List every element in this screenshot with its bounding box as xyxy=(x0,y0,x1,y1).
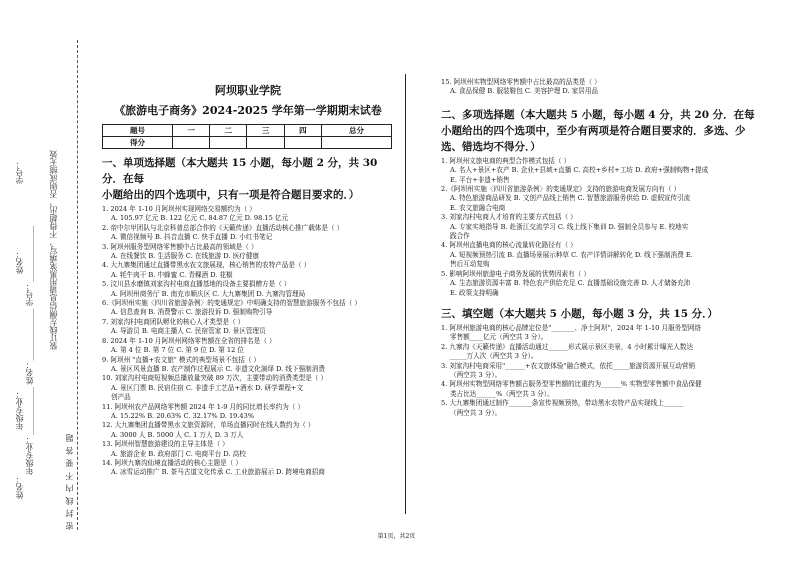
score-row-label: 得分 xyxy=(103,137,173,149)
question-options: A. 景区门票 B. 民宿住宿 C. 非遗手工艺品+酒水 D. 研学课程+文 xyxy=(111,383,304,392)
section2-questions xyxy=(441,157,767,298)
question-text: 11. 阿坝州农产品网络零售额 2024 年 1-9 月的同比增长率约为（ ） xyxy=(102,402,305,411)
fill-blank-line: 3. 刘家沟村电商采用"______+农文旅体验"融合模式，依托_____旅游资源开展互动营销 xyxy=(441,361,696,370)
question-text: 1. 阿坝州文旅电商的典型合作模式包括（ ） xyxy=(441,156,571,165)
question-text: 2. 帝中尔甲团队与北京科普总部合作的《天籁传递》直播活动核心推广载体是（ ） xyxy=(102,223,344,232)
score-header-cell: 题号 xyxy=(103,125,173,137)
question-15: 15. 阿坝州实物型网络零售额中占比最高的品类是（ ） xyxy=(441,78,601,86)
question-options: A. 信息查询 B. 消费警示 C. 旅游投诉 D. 强制购物引导 xyxy=(111,308,273,317)
exam-title: 《旅游电子商务》2024-2025 学年第一学期期末试卷 xyxy=(114,104,382,117)
right-column xyxy=(441,78,767,418)
score-header-cell: 四 xyxy=(284,125,321,137)
score-table-score-row xyxy=(103,137,392,149)
question-options: A. 短视频预热引流 B. 直播场景展示种草 C. 农产详情讲解转化 D. 线下强制消费 E. xyxy=(450,250,693,259)
question-text: 9. 阿坝州 "直播+农文旅" 模式的典型场景不包括（ ） xyxy=(102,355,261,364)
score-table-header-row xyxy=(103,125,392,137)
question-text: 10. 刘家沟村电商短视频总播放量突破 89 万次，主要带动的消费类型是（ ） xyxy=(102,374,328,383)
score-header-cell: 三 xyxy=(247,125,284,137)
score-cell[interactable] xyxy=(321,137,391,149)
binding-note: 装订线左侧信息请用黑笔填写，不得超出，否则成绩无效 xyxy=(49,150,58,350)
name-field-bottom[interactable]: 姓名： xyxy=(15,475,24,499)
question-options: A. 名人+景区+农产 B. 企业+县域+直播 C. 高校+乡村+工坊 D. 政府+强制购物+提成 xyxy=(450,166,709,175)
fill-blank-line: 2. 九寨沟《天籁传递》直播活动通过______形式展示景区美景，4 小时累计曝光人数达 xyxy=(441,342,694,351)
score-cell[interactable] xyxy=(247,137,284,149)
question-options: A. 牦牛肉干 B. 中蜂蜜 C. 青稞酒 D. 花椒 xyxy=(111,270,233,279)
question-options: A. 专家实地指导 B. 赴浙江交流学习 C. 线上线下集训 D. 强制全员参与 E. 校地实 xyxy=(450,222,689,231)
question-text: 3. 阿坝州服务型网络零售额中占比最高的领域是（ ） xyxy=(102,242,258,251)
question-options: E. 平台+非遗+销售 xyxy=(450,175,510,184)
question-options: A. 在线餐饮 B. 生活服务 C. 在线旅游 D. 医疗健康 xyxy=(111,252,260,261)
question-options: A. 微信视频号 B. 抖音直播 C. 快手直播 D. 小红书笔记 xyxy=(111,233,273,242)
question-text: 13. 阿坝州智慧旅游建设的主导主体是（ ） xyxy=(102,440,229,449)
section2-title-line: 选、错选均不得分．） xyxy=(441,140,541,153)
section3-questions xyxy=(441,324,767,418)
score-cell[interactable] xyxy=(284,137,321,149)
question-text: 5. 汶川县水磨镇刘家沟村电商直播基地的设备主要捐赠方是（ ） xyxy=(102,280,291,289)
section2-title xyxy=(441,107,767,155)
question-options: A. 特色旅游商品研发 B. 文创产品线上销售 C. 智慧旅游服务供给 D. 虚假宣传引流 xyxy=(450,194,691,203)
question-options: A. 导游员 B. 电商主播人 C. 民宿管家 D. 景区管理员 xyxy=(111,327,266,336)
section1-title-line: 小题给出的四个选项中，只有一项是符合题目要求的．） xyxy=(102,189,360,201)
fill-blank-line: （两空共 3 分）。 xyxy=(450,370,502,379)
score-table xyxy=(102,124,392,149)
question-text: 3. 刘家沟村电商人才培育的主要方式包括（ ） xyxy=(441,213,577,222)
school-name: 阿坝职业学院 xyxy=(215,84,281,97)
score-header-cell: 二 xyxy=(210,125,247,137)
question-options: A. 15.22% B. 20.63% C. 32.17% D. 19.43% xyxy=(111,411,255,420)
question-text: 1. 2024 年 1-10 月阿坝州实现网络交易额约为（ ） xyxy=(102,205,256,213)
question-options: A. 105.97 亿元 B. 122 亿元 C. 84.87 亿元 D. 98.15 亿元 xyxy=(111,214,289,223)
question-options: A. 第 4 位 B. 第 7 位 C. 第 9 位 D. 第 12 位 xyxy=(111,346,245,355)
question-options: A. 生态旅游资源丰富 B. 特色农产供给充足 C. 直播基础设施完善 D. 人才储备充沛 xyxy=(450,279,691,288)
question-text: 14. 阿坝九寨沟仙境直播活动的核心主题是（ ） xyxy=(102,458,242,467)
section3-title: 三、填空题（本大题共 5 小题，每小题 3 分，共 15 分．） xyxy=(441,307,718,320)
fill-blank-line: 零售额____亿元（两空共 3 分）。 xyxy=(450,333,548,342)
question-15-options: A. 食品保健 B. 服装鞋包 C. 美容护理 D. 家居用品 xyxy=(450,87,599,96)
question-text: 8. 2024 年 1-10 月阿坝州网络零售额在全省的排名是（ ） xyxy=(102,336,276,345)
question-options: A. 阿坝州商务厅 B. 南充市顺庆区 C. 大九寨集团 D. 九寨沟管理局 xyxy=(111,289,306,298)
fill-blank-line: 5. 大九寨集团通过制作_______条宣传视频预热，带动黑水农特产品实现线上______ xyxy=(441,399,684,408)
score-cell[interactable] xyxy=(210,137,247,149)
score-cell[interactable] xyxy=(173,137,210,149)
name-field[interactable]: 姓名： xyxy=(15,250,24,274)
fill-blank-line: 4. 阿坝州实物型网络零售额占服务型零售额的比重约为______% 实物型零售额中食品保健 xyxy=(441,380,702,389)
fill-blank-line: 1. 阿坝州旅游电商的核心品牌定位是"_______、净土阿坝"，2024 年 1-10 月服务型网络 xyxy=(441,323,702,332)
section1-title-line: 一、单项选择题（本大题共 15 小题，每小题 2 分，共 30 分．在每 xyxy=(102,157,378,185)
question-options: E. 政策支持明确 xyxy=(450,288,499,297)
seal-line-text: 年级专业：____________ 姓名：_____________ 学号：______________ xyxy=(25,225,34,475)
question-text: 6.《阿坝州实施〈四川省旅游条例〉的变通规定》中明确支持的智慧旅游服务不包括（ ） xyxy=(102,299,361,308)
question-options: A. 景区风景直播 B. 农产制作过程展示 C. 非遗文化演绎 D. 线下强制消费 xyxy=(111,364,325,373)
question-text: 7. 刘家沟村电商团队孵化的核心人才类型是（ ） xyxy=(102,317,245,326)
question-text: 12. 大九寨集团直播带黑水文旅资源时，单场直播同时在线人数约为（ ） xyxy=(102,421,315,430)
fill-blank-line: 类占比达______%（两空共 3 分）。 xyxy=(450,389,554,398)
fill-blank-line: _____万人次（两空共 3 分）。 xyxy=(450,352,538,361)
page-footer: 第1页，共2页 xyxy=(377,533,416,540)
section1-questions xyxy=(102,205,394,478)
question-options: 践合作 xyxy=(450,232,470,241)
question-options: A. 3000 人 B. 5000 人 C. 1 万人 D. 3 万人 xyxy=(111,430,244,439)
score-header-cell: 一 xyxy=(173,125,210,137)
question-options: 售后互动复购 xyxy=(450,260,490,269)
section2-title-line: 二、多项选择题（本大题共 5 小题，每小题 4 分，共 20 分．在每 xyxy=(441,108,755,121)
question-text: 2.《阿坝州实施〈四川省旅游条例〉的变通规定》支持的旅游电商发展方向有（ ） xyxy=(441,185,681,194)
question-text: 5. 影响阿坝州旅游电子商务发展的优势因素有（ ） xyxy=(441,269,590,278)
student-id-field[interactable]: 学号： xyxy=(15,160,24,184)
question-text: 4. 阿坝州直播电商的核心流量转化路径有（ ） xyxy=(441,241,577,250)
binding-line: 密 封 线 内 不 要 答 题 xyxy=(64,40,78,530)
fill-blank-line: （两空共 3 分）。 xyxy=(450,408,502,417)
left-column xyxy=(102,78,394,478)
question-text: 4. 大九寨集团通过直播带黑水农文旅展现，核心销售的农特产品是（ ） xyxy=(102,261,311,270)
score-header-cell: 总分 xyxy=(321,125,391,137)
column-divider xyxy=(405,74,406,514)
section2-title-line: 小题给出的四个选项中，至少有两项是符合题目要求的．多选、少 xyxy=(441,124,746,137)
question-options: A. 冰雪运动推广 B. 茶马古道文化传承 C. 工业旅游展示 D. 跨境电商招商 xyxy=(111,468,325,477)
major-field[interactable]: 年级专业： xyxy=(15,390,24,430)
question-options: 创产品 xyxy=(111,393,131,402)
section1-title xyxy=(102,155,394,203)
question-options: A. 旅游企业 B. 政府部门 C. 电商平台 D. 高校 xyxy=(111,449,246,458)
question-options: E. 农文旅融合电商 xyxy=(450,203,506,212)
